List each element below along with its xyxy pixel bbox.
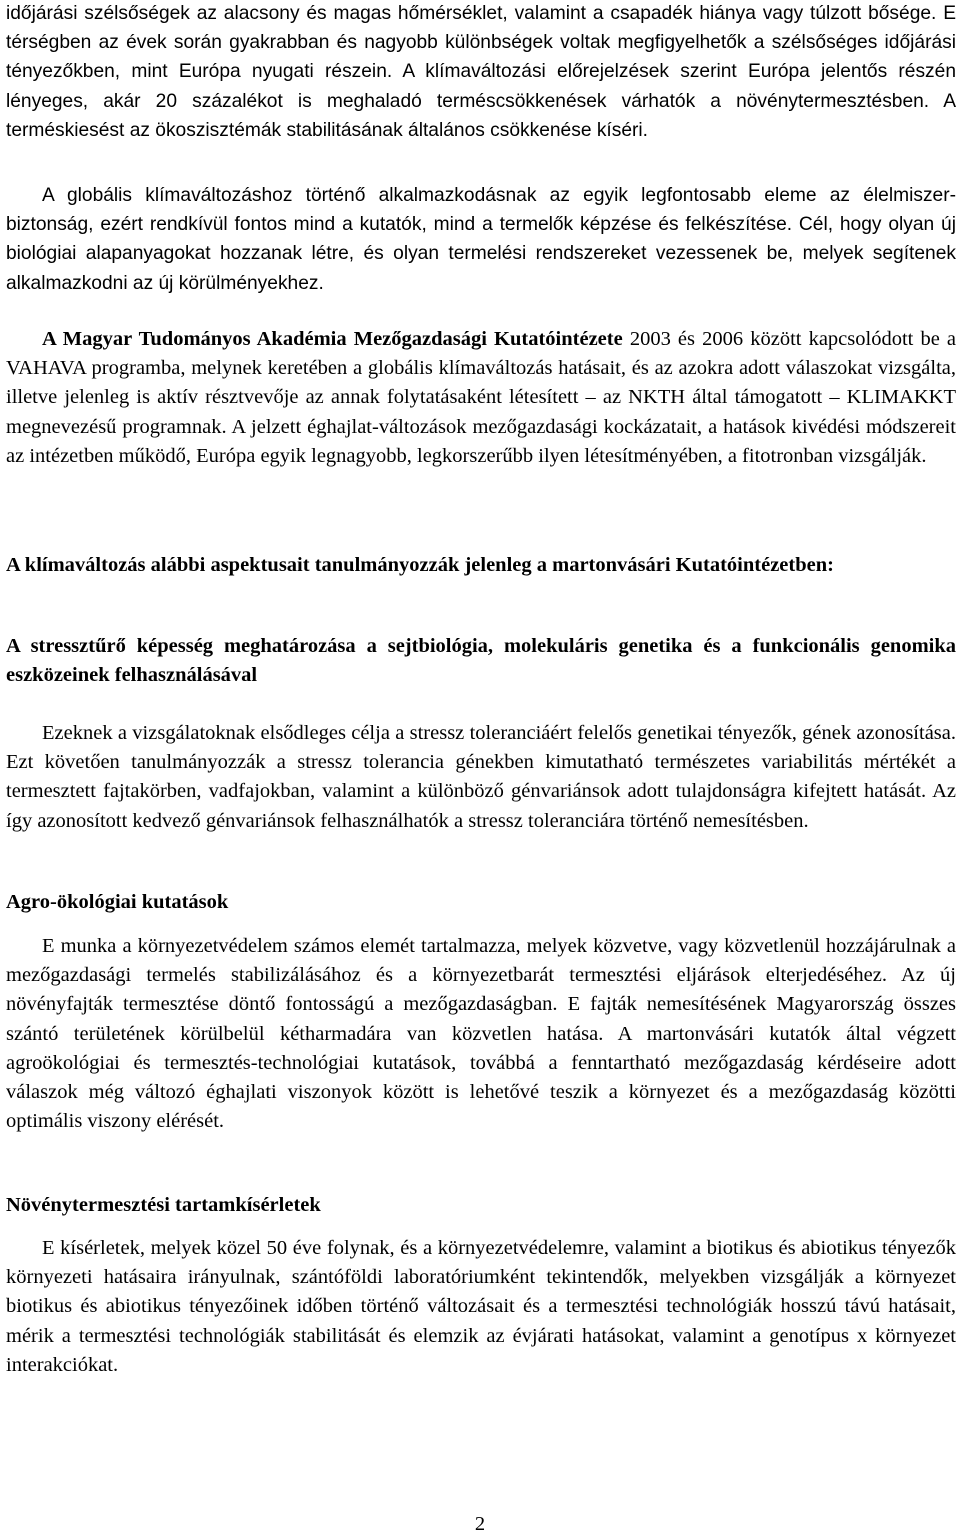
institute-description: 2003 és 2006 között kapcsolódott be a VAHAVA programba, melynek keretében a globális klímaváltozás hatásait, és az azokra adott válaszokat vizsgálta, illetve jelenleg is aktív résztvevője az annak folytatásaként létesített – az NKTH által támogatott – KLIMAKKT megnevezésű programnak. A jelzett éghajlat-változások mezőgazdasági kockázatait, a hatások kivédési módszereit az intézetben működő, Európa egyik legnagyobb, legkorszerűbb ilyen létesítményében, a fitotronban vizsgálják. <box>6 328 956 467</box>
paragraph-institute <box>6 325 956 471</box>
paragraph-climate-extremes: időjárási szélsőségek az alacsony és magas hőmérséklet, valamint a csapadék hiánya vagy túlzott bősége. E térségben az évek során gyakrabban és nagyobb különbségek voltak megfigyelhetők a szélsőséges időjárási tényezőkben, mint Európa nyugati részein. A klímaváltozási előrejelzések szerint Európa jelentős részén lényeges, akár 20 százalékot is meghaladó terméscsökkenések várhatók a növénytermesztésben. A terméskiesést az ökoszisztémák stabilitásának általános csökkenése kíséri. <box>6 3 956 141</box>
paragraph-long-term-experiments: E kísérletek, melyek közel 50 éve folynak, és a környezetvédelemre, valamint a biotikus és abiotikus tényezők környezeti hatásaira irányulnak, szántóföldi laboratóriumként tekintendők, melyekben vizsgálják a környezet biotikus és abiotikus tényezőinek időben történő változásait és a termesztési technológiák hosszú távú hatásait, mérik a termesztési technológiák stabilitását és elemzik az évjárati hatásokat, valamint a genotípus x környezet interakciókat. <box>6 1237 956 1376</box>
heading-research-aspects: A klímaváltozás alábbi aspektusait tanulmányozzák jelenleg a martonvásári Kutatóintézetben: <box>6 554 834 576</box>
heading-stress-tolerance: A stressztűrő képesség meghatározása a sejtbiológia, molekuláris genetika és a funkcionális genomika eszközeinek felhasználásával <box>6 635 956 687</box>
page-number: 2 <box>474 1513 486 1535</box>
paragraph-agroecology: E munka a környezetvédelem számos elemét tartalmazza, melyek közvetve, vagy közvetlenül hozzájárulnak a mezőgazdasági termelés stabilizálásához és a környezetbarát termesztési eljárások elterjedéséhez. Az új növényfajták termesztése döntő fontosságú a mezőgazdaságban. E fajták nemesítésének Magyarország összes szántó területének körülbelül kétharmadára van közvetlen hatása. A martonvásári kutatók által végzett agroökológiai és termesztés-technológiai kutatások, továbbá a fenntartható mezőgazdaság kérdéseire adott válaszok még változó éghajlati viszonyok között is lehetővé teszik a környezet és a mezőgazdaság közötti optimális viszony elérését. <box>6 935 956 1133</box>
heading-long-term-experiments: Növénytermesztési tartamkísérletek <box>6 1194 321 1216</box>
paragraph-stress-tolerance: Ezeknek a vizsgálatoknak elsődleges célja a stressz toleranciáért felelős genetikai tényezők, gének azonosítása. Ezt követően tanulmányozzák a stressz tolerancia génekben kimutatható természetes variabilitás mértékét a termesztett fajtakörben, vadfajokban, valamint a különböző génvariánsok adott tulajdonságra kifejtett hatását. Az így azonosított kedvező génvariánsok felhasználhatók a stressz toleranciára történő nemesítésben. <box>6 722 956 832</box>
paragraph-adaptation: A globális klímaváltozáshoz történő alkalmazkodásnak az egyik legfontosabb eleme az élelmiszer-biztonság, ezért rendkívül fontos mind a kutatók, mind a termelők képzése és felkészítése. Cél, hogy olyan új biológiai alapanyagokat hozzanak létre, és olyan termelési rendszereket vezessenek be, melyek segítenek alkalmazkodni az új körülményekhez. <box>6 185 956 294</box>
institute-name: A Magyar Tudományos Akadémia Mezőgazdasági Kutatóintézete <box>42 328 623 350</box>
heading-agroecology: Agro-ökológiai kutatások <box>6 891 229 913</box>
